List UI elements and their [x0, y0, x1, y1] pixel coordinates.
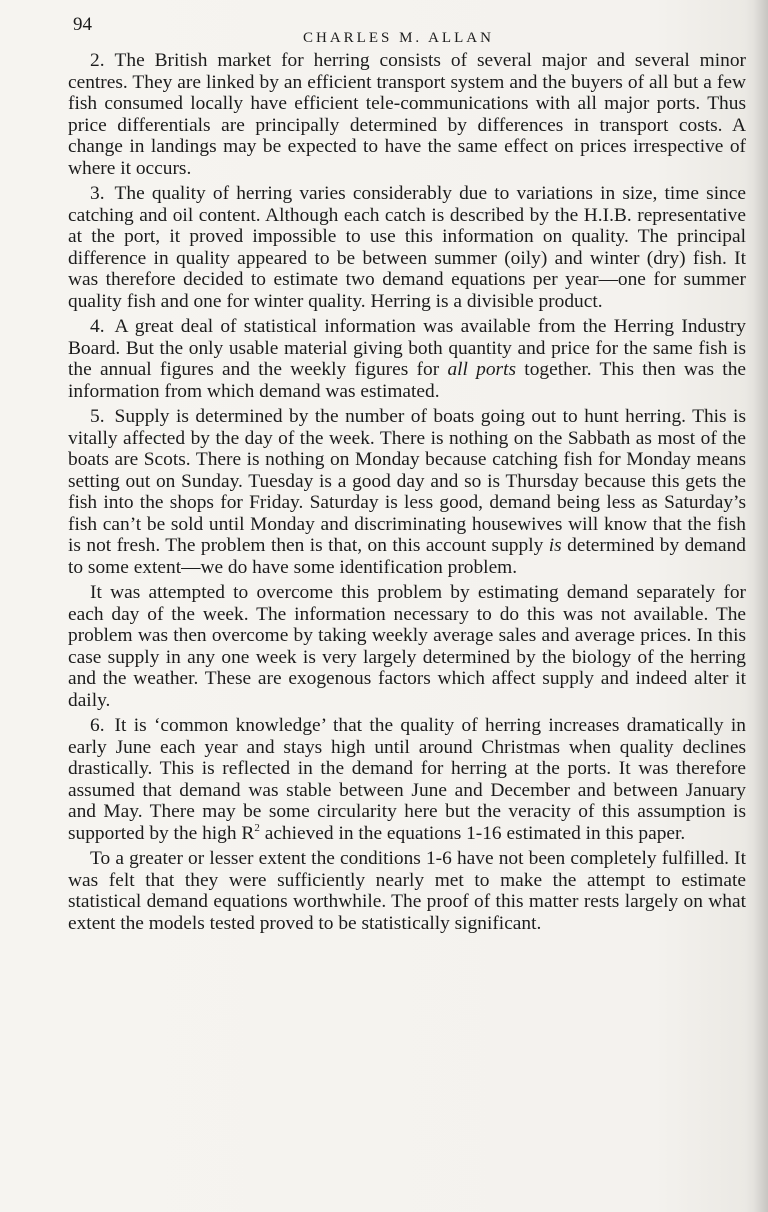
paragraph-text: To a greater or lesser extent the conditions 1-6 have not been completely fulfilled. It was felt that they were sufficiently nearly met to make the attempt to estimate statistical demand equations worthwhile. The proof of this matter rests largely on what extent the models tested proved to be statistically significant. — [68, 848, 746, 934]
paragraph-5-continued — [68, 582, 746, 711]
paragraph-conclusion — [68, 848, 746, 934]
paragraph-number: 3. — [90, 183, 105, 204]
paragraph-text-continued: determined by demand to some extent—we do have some identification problem. — [68, 535, 746, 578]
body-text — [68, 50, 746, 938]
superscript: 2 — [254, 821, 260, 834]
paragraph-6 — [68, 715, 746, 844]
paragraph-2 — [68, 50, 746, 179]
paragraph-5 — [68, 406, 746, 578]
paragraph-text: It was attempted to overcome this problem by estimating demand separately for each day of the week. The information necessary to do this was not available. The problem was then overcome by taking weekly average sales and average prices. In this case supply in any one week is very largely determined by the biology of the herring and the weather. These are exogenous factors which affect supply and indeed alter it daily. — [68, 582, 746, 711]
italic-emphasis: all ports — [447, 359, 517, 380]
paragraph-text: A great deal of statistical information was available from the Herring Industry Board. But the only usable material giving both quantity and price for the same fish is the annual figures and the weekly figures for — [68, 316, 746, 380]
italic-emphasis: is — [548, 535, 562, 556]
paragraph-number: 5. — [90, 406, 105, 427]
paragraph-text: It is ‘common knowledge’ that the quality of herring increases dramatically in early June each year and stays high until around Christmas when quality declines drastically. This is reflected in the demand for herring at the ports. It was therefore assumed that demand was stable between June and December and between January and May. There may be some circularity here but the veracity of this assumption is supported by the high R — [68, 715, 746, 844]
paragraph-text: The quality of herring varies considerably due to variations in size, time since catching and oil content. Although each catch is described by the H.I.B. representative at the port, it proved impossible to use this information on quality. The principal difference in quality appeared to be between summer (oily) and winter (dry) fish. It was therefore decided to estimate two demand equations per year—one for summer quality fish and one for winter quality. Herring is a divisible product. — [68, 183, 746, 312]
paragraph-number: 2. — [90, 50, 105, 71]
paragraph-number: 6. — [90, 715, 105, 736]
page-edge-shadow — [754, 0, 768, 1212]
paragraph-text-continued: together. This then was the information from which demand was estimated. — [68, 359, 746, 402]
paragraph-number: 4. — [90, 316, 105, 337]
paragraph-text-continued: achieved in the equations 1-16 estimated in this paper. — [259, 822, 686, 844]
running-head-author: CHARLES M. ALLAN — [303, 30, 494, 46]
paragraph-text: The British market for herring consists of several major and several minor centres. They are linked by an efficient transport system and the buyers of all but a few fish consumed locally have efficient tele-communications with all major ports. Thus price differentials are principally determined by differences in transport costs. A change in landings may be expected to have the same effect on prices irrespective of where it occurs. — [68, 50, 746, 179]
paragraph-text: Supply is determined by the number of boats going out to hunt herring. This is vitally affected by the day of the week. There is nothing on the Sabbath as most of the boats are Scots. There is nothing on Monday because catching fish for Monday means setting out on Sunday. Tuesday is a good day and so is Thursday because this gets the fish into the shops for Friday. Saturday is less good, demand being less as Saturday’s fish can’t be sold until Monday and discriminating housewives will know that the fish is not fresh. The problem then is that, on this account supply — [68, 406, 746, 556]
paragraph-3 — [68, 183, 746, 312]
paragraph-4 — [68, 316, 746, 402]
page-number: 94 — [73, 14, 92, 35]
